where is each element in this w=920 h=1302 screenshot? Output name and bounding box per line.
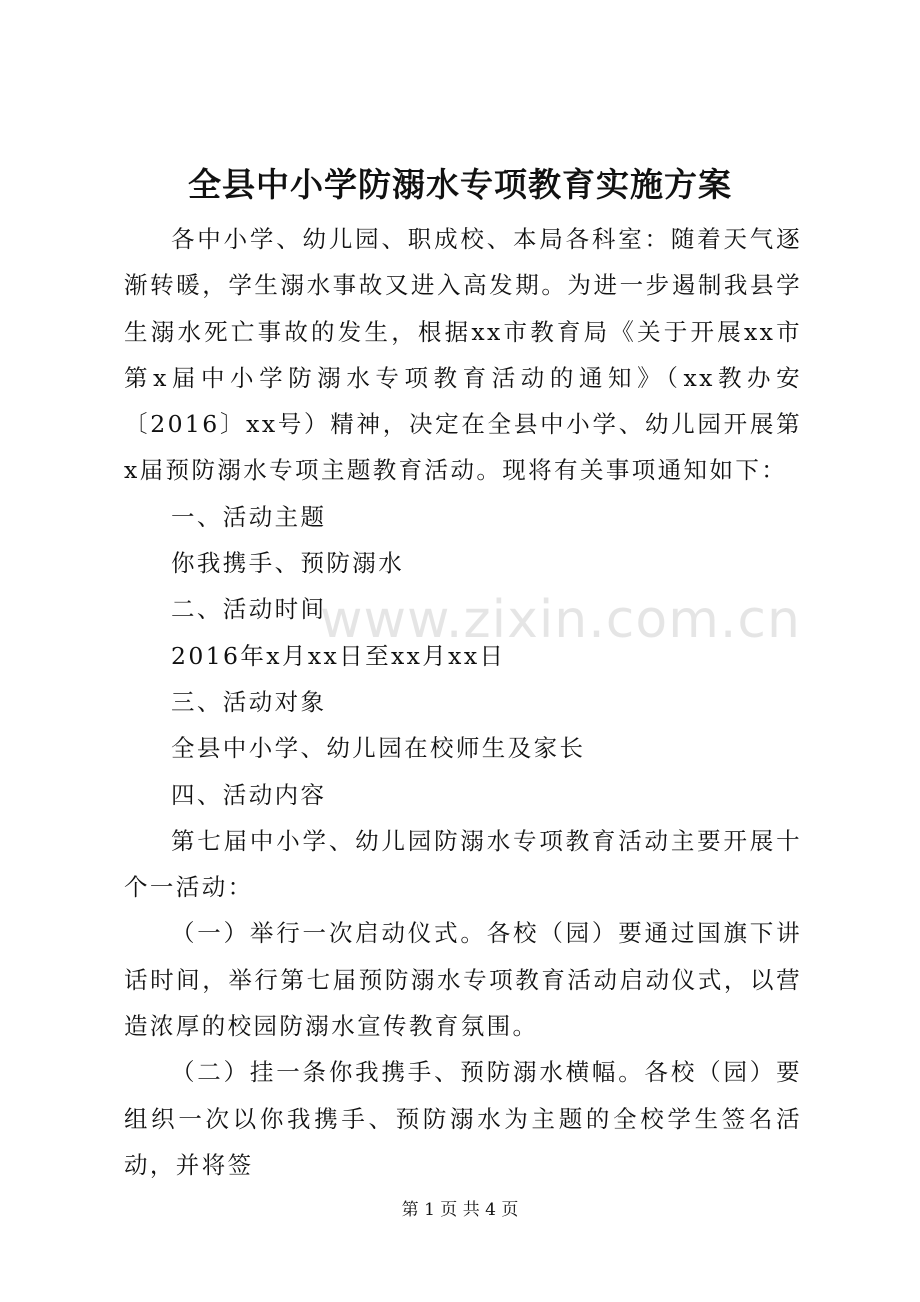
section-heading-content: 四、活动内容 xyxy=(171,780,327,809)
document-title: 全县中小学防溺水专项教育实施方案 xyxy=(188,165,732,204)
page-footer: 第 1 页 共 4 页 xyxy=(401,1200,519,1220)
section-heading-time: 二、活动时间 xyxy=(171,595,327,624)
content-intro: 第七届中小学、幼儿园防溺水专项教育活动主要开展十个一活动： xyxy=(124,826,802,902)
theme-text: 你我携手、预防溺水 xyxy=(171,549,405,578)
section-heading-audience: 三、活动对象 xyxy=(171,687,327,716)
section-heading-theme: 一、活动主题 xyxy=(171,502,327,531)
audience-text: 全县中小学、幼儿园在校师生及家长 xyxy=(171,734,586,763)
intro-paragraph: 各中小学、幼儿园、职成校、本局各科室：随着天气逐渐转暖，学生溺水事故又进入高发期。为进一步遏制我县学生溺水死亡事故的发生，根据xx市教育局《关于开展xx市第x届中小学防溺水专项教育活动的通知》（xx教办安〔2016〕xx号）精神，决定在全县中小学、幼儿园开展第x届预防溺水专项主题教育活动。现将有关事项通知如下： xyxy=(124,225,802,485)
content-item-1: （一）举行一次启动仪式。各校（园）要通过国旗下讲话时间，举行第七届预防溺水专项教育活动启动仪式，以营造浓厚的校园防溺水宣传教育氛围。 xyxy=(124,919,802,1041)
document-body xyxy=(124,216,802,1188)
time-text: 2016年x月xx日至xx月xx日 xyxy=(171,641,506,670)
content-item-2: （二）挂一条你我携手、预防溺水横幅。各校（园）要组织一次以你我携手、预防溺水为主题的全校学生签名活动，并将签 xyxy=(124,1058,802,1179)
watermark: www.zixin.com.cn xyxy=(320,590,801,650)
